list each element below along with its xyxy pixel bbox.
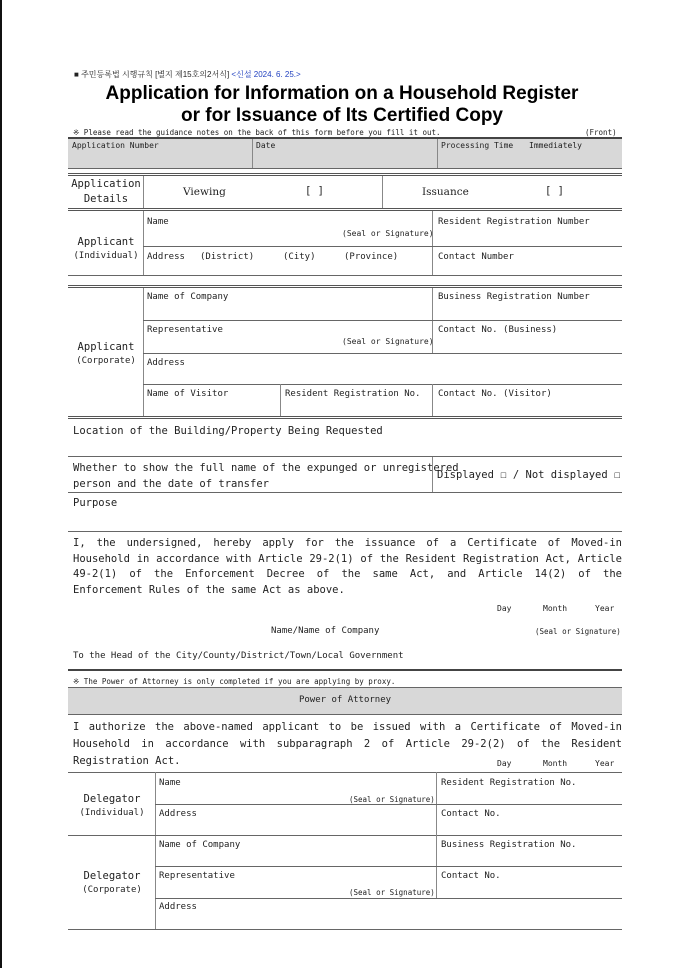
poa-day-label: Day <box>497 759 512 768</box>
seal-signature: (Seal or Signature) <box>535 627 621 636</box>
new-tag: <신설 2024. 6. 25.> <box>231 70 301 79</box>
poa-title: Power of Attorney <box>298 695 392 705</box>
left-border <box>0 0 2 968</box>
application-number-label: Application Number <box>72 141 159 150</box>
rule <box>68 687 622 688</box>
viewing-checkbox[interactable]: [ ] <box>305 185 324 197</box>
rule <box>68 492 622 493</box>
year-label: Year <box>595 604 615 613</box>
processing-time-value: Immediately <box>529 141 582 150</box>
expunged-line-2: person and the date of transfer <box>73 478 269 490</box>
contact-business-field[interactable]: Contact No. (Business) <box>438 325 558 335</box>
divider <box>432 384 433 417</box>
purpose-field[interactable]: Purpose <box>73 497 118 509</box>
rule <box>68 669 622 671</box>
visitor-rrn-field[interactable]: Resident Registration No. <box>285 389 421 399</box>
delegator-rrn-field[interactable]: Resident Registration No. <box>441 778 577 788</box>
name-field[interactable]: Name <box>147 217 169 227</box>
issuance-label: Issuance <box>422 186 469 198</box>
poa-text: I authorize the above-named applicant to be issued with a Certificate of Moved-in Household in accordance with subparagraph 2 of Article 29-2(2) of the Resident Registration Act. <box>73 721 622 767</box>
rule <box>68 835 622 836</box>
rule <box>68 173 622 176</box>
applicant-individual-label-2: (Individual) <box>73 251 139 261</box>
rule <box>68 531 622 532</box>
rule <box>155 804 622 805</box>
rule <box>68 772 622 773</box>
to-head-label: To the Head of the City/County/District/Town/Local Government <box>73 651 404 661</box>
brn-field[interactable]: Business Registration Number <box>438 292 590 302</box>
delegator-individual-label-1: Delegator <box>83 793 141 805</box>
seal-signature: (Seal or Signature) <box>349 888 435 897</box>
divider <box>252 139 253 168</box>
delegator-corporate-contact-field[interactable]: Contact No. <box>441 871 501 881</box>
title-line-2: or for Issuance of Its Certified Copy <box>181 105 503 126</box>
title-line-1: Application for Information on a Household Register <box>105 83 579 104</box>
applicant-individual-label-1: Applicant <box>77 236 135 248</box>
delegator-corporate-label-2: (Corporate) <box>82 885 142 895</box>
display-option[interactable]: Displayed ☐ / Not displayed ☐ <box>437 469 621 481</box>
company-name-field[interactable]: Name of Company <box>147 292 229 302</box>
divider <box>432 211 433 276</box>
seal-signature: (Seal or Signature) <box>342 229 434 238</box>
seal-signature: (Seal or Signature) <box>342 337 434 346</box>
expunged-line-1: Whether to show the full name of the expunged or unregistered <box>73 462 459 474</box>
divider <box>382 176 383 209</box>
applicant-corporate-label-1: Applicant <box>77 341 135 353</box>
seal-signature: (Seal or Signature) <box>349 795 435 804</box>
rule <box>155 898 622 899</box>
rule <box>68 929 622 930</box>
city-label: (City) <box>283 252 316 262</box>
representative-field[interactable]: Representative <box>147 325 223 335</box>
rule <box>155 866 622 867</box>
delegator-contact-field[interactable]: Contact No. <box>441 809 501 819</box>
day-label: Day <box>497 604 512 613</box>
divider <box>437 139 438 168</box>
rule <box>143 384 622 385</box>
divider <box>280 384 281 417</box>
delegator-individual-label-2: (Individual) <box>79 808 145 818</box>
poa-note: ※ The Power of Attorney is only completed if you are applying by proxy. <box>73 677 396 686</box>
province-label: (Province) <box>344 252 399 262</box>
delegator-company-field[interactable]: Name of Company <box>159 840 241 850</box>
rule <box>143 320 622 321</box>
rule <box>68 416 622 419</box>
delegator-brn-field[interactable]: Business Registration No. <box>441 840 577 850</box>
address-field[interactable]: Address <box>147 252 185 262</box>
front-label: (Front) <box>585 128 617 137</box>
contact-visitor-field[interactable]: Contact No. (Visitor) <box>438 389 552 399</box>
rule <box>68 208 622 211</box>
delegator-name-field[interactable]: Name <box>159 778 181 788</box>
divider <box>143 176 144 209</box>
rule <box>68 168 622 169</box>
rrn-field[interactable]: Resident Registration Number <box>438 217 590 227</box>
applicant-corporate-label-2: (Corporate) <box>76 356 136 366</box>
rule <box>68 714 622 715</box>
application-details-label-1: Application <box>71 178 141 190</box>
visitor-name-field[interactable]: Name of Visitor <box>147 389 229 399</box>
poa-year-label: Year <box>595 759 615 768</box>
delegator-address-field[interactable]: Address <box>159 809 197 819</box>
application-details-label-2: Details <box>83 193 129 205</box>
viewing-label: Viewing <box>183 186 226 198</box>
rule <box>68 456 622 457</box>
delegator-representative-field[interactable]: Representative <box>159 871 235 881</box>
month-label: Month <box>543 604 568 613</box>
corporate-address-field[interactable]: Address <box>147 358 185 368</box>
name-company-label: Name/Name of Company <box>271 626 380 636</box>
declaration-text: I, the undersigned, hereby apply for the issuance of a Certificate of Moved-in Household in accordance with Article 29-2(1) of the Resident Registration Act, Article 49-2(1) of the Enforcement Decree of the same Act, and Article 14(2) of the Enforcement Rules of the same Act as above. <box>73 537 622 596</box>
rule-reference: 주민등록법 시행규칙 [별지 제15호의2서식] <box>81 70 230 79</box>
contact-number-field[interactable]: Contact Number <box>438 252 514 262</box>
divider <box>143 211 144 276</box>
rule <box>143 246 622 247</box>
rule <box>68 285 622 288</box>
guidance-note: ※ Please read the guidance notes on the back of this form before you fill it out. <box>73 128 441 137</box>
delegator-corporate-label-1: Delegator <box>83 870 141 882</box>
form-reference <box>74 69 301 80</box>
delegator-corporate-address-field[interactable]: Address <box>159 902 197 912</box>
processing-time-label: Processing Time <box>441 141 514 150</box>
rule <box>68 275 622 276</box>
rule <box>143 353 622 354</box>
location-field[interactable]: Location of the Building/Property Being Requested <box>73 425 383 437</box>
divider <box>432 457 433 492</box>
bullet: ■ <box>74 70 79 79</box>
poa-month-label: Month <box>543 759 568 768</box>
district-label: (District) <box>200 252 255 262</box>
date-label: Date <box>256 141 276 150</box>
issuance-checkbox[interactable]: [ ] <box>545 185 564 197</box>
